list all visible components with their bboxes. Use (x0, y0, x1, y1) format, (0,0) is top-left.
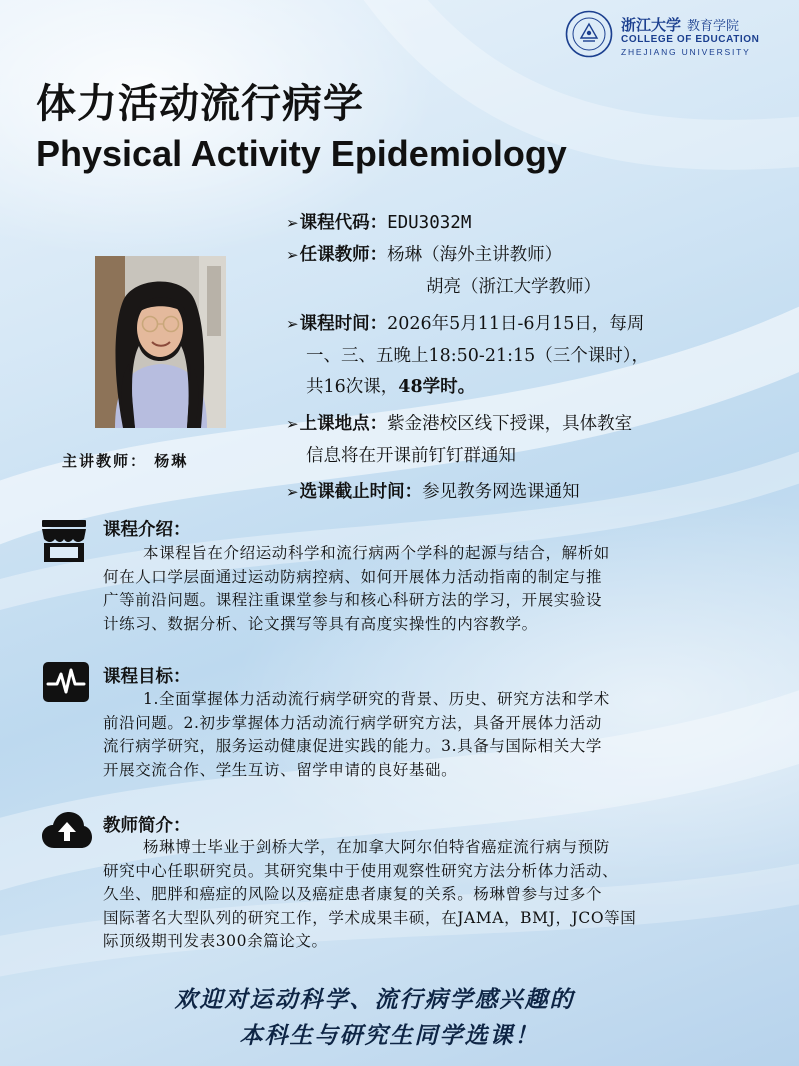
intro-line: 计练习、数据分析、论文撰写等具有高度实操性的内容教学。 (103, 614, 538, 633)
goals-body (103, 688, 735, 782)
location-line-1: 紫金港校区线下授课，具体教室 (387, 414, 633, 434)
university-logo (565, 10, 780, 58)
bio-line: 杨琳博士毕业于剑桥大学，在加拿大阿尔伯特省癌症流行病与预防 (143, 838, 610, 856)
instructor-portrait-icon (95, 256, 226, 428)
deadline-label: 选课截止时间： (299, 482, 423, 502)
goals-line: 1.全面掌握体力活动流行病学研究的背景、历史、研究方法和学术 (143, 690, 610, 708)
photo-caption: 主讲教师： 杨琳 (62, 452, 189, 470)
bio-line: 久坐、肥胖和癌症的风险以及癌症患者康复的关系。杨琳曾参与过多个 (103, 885, 603, 903)
footer-line-1: 欢迎对运动科学、流行病学感兴趣的 (174, 986, 575, 1013)
teacher-2: 胡亮（浙江大学教师） (426, 277, 601, 297)
arrow-bullet-icon: ➢ (286, 415, 299, 433)
cloud-upload-icon (42, 810, 92, 850)
intro-body (103, 542, 735, 636)
arrow-bullet-icon: ➢ (286, 214, 299, 232)
bio-body (103, 836, 735, 954)
arrow-bullet-icon: ➢ (286, 483, 299, 501)
deadline-row (286, 477, 580, 507)
time-line-3b: 48学时。 (398, 377, 476, 397)
location-row (286, 409, 632, 439)
logo-university-cn: 浙江大学 (621, 16, 682, 34)
bio-title: 教师简介： (103, 816, 191, 836)
time-row (286, 309, 644, 339)
time-label: 课程时间： (299, 314, 388, 334)
logo-text-cn (621, 14, 739, 35)
teacher-row (286, 240, 562, 270)
intro-title: 课程介绍： (103, 520, 191, 540)
course-code-label: 课程代码： (299, 213, 388, 233)
arrow-bullet-icon: ➢ (286, 315, 299, 333)
goals-line: 流行病学研究，服务运动健康促进实践的能力。3.具备与国际相关大学 (103, 737, 602, 755)
pulse-icon (43, 662, 89, 702)
deadline-value: 参见教务网选课通知 (422, 482, 580, 502)
time-line-3a: 共16次课， (306, 377, 399, 397)
goals-line: 前沿问题。2.初步掌握体力活动流行病学研究方法，具备开展体力活动 (103, 713, 602, 732)
intro-line: 何在人口学层面通过运动防病控病、如何开展体力活动指南的制定与推 (103, 567, 603, 586)
goals-line: 开展交流合作、学生互访、留学申请的良好基础。 (103, 760, 458, 779)
footer-line-2: 本科生与研究生同学选课！ (239, 1022, 540, 1049)
bio-line: 国际著名大型队列的研究工作，学术成果丰硕，在JAMA，BMJ，JCO等国 (103, 908, 637, 927)
logo-school-cn: 教育学院 (687, 19, 740, 34)
logo-university-en: ZHEJIANG UNIVERSITY (621, 47, 751, 57)
teacher-label: 任课教师： (299, 245, 388, 265)
time-line-2: 一、三、五晚上18:50-21:15（三个课时）， (306, 346, 650, 366)
university-seal-icon (565, 10, 613, 58)
instructor-photo (95, 256, 226, 428)
intro-line: 本课程旨在介绍运动科学和流行病两个学科的起源与结合，解析如 (143, 544, 610, 562)
course-title-en: Physical Activity Epidemiology (36, 133, 567, 174)
store-icon (40, 517, 88, 565)
intro-line: 广等前沿问题。课程注重课堂参与和核心科研方法的学习，开展实验设 (103, 591, 603, 609)
arrow-bullet-icon: ➢ (286, 246, 299, 264)
bio-line: 际顶级期刊发表300余篇论文。 (103, 932, 328, 950)
time-line-3 (306, 372, 475, 402)
teacher-1: 杨琳（海外主讲教师） (387, 245, 563, 265)
bio-line: 研究中心任职研究员。其研究集中于使用观察性研究方法分析体力活动、 (103, 861, 619, 880)
goals-title: 课程目标： (103, 667, 191, 687)
course-title-cn: 体力活动流行病学 (36, 81, 364, 127)
course-code-row (286, 208, 471, 238)
logo-college-en: COLLEGE OF EDUCATION (621, 34, 760, 45)
location-label: 上课地点： (299, 414, 388, 434)
course-code-value: EDU3032M (387, 213, 472, 233)
time-line-1: 2026年5月11日-6月15日，每周 (387, 314, 645, 334)
location-line-2: 信息将在开课前钉钉群通知 (306, 446, 516, 466)
